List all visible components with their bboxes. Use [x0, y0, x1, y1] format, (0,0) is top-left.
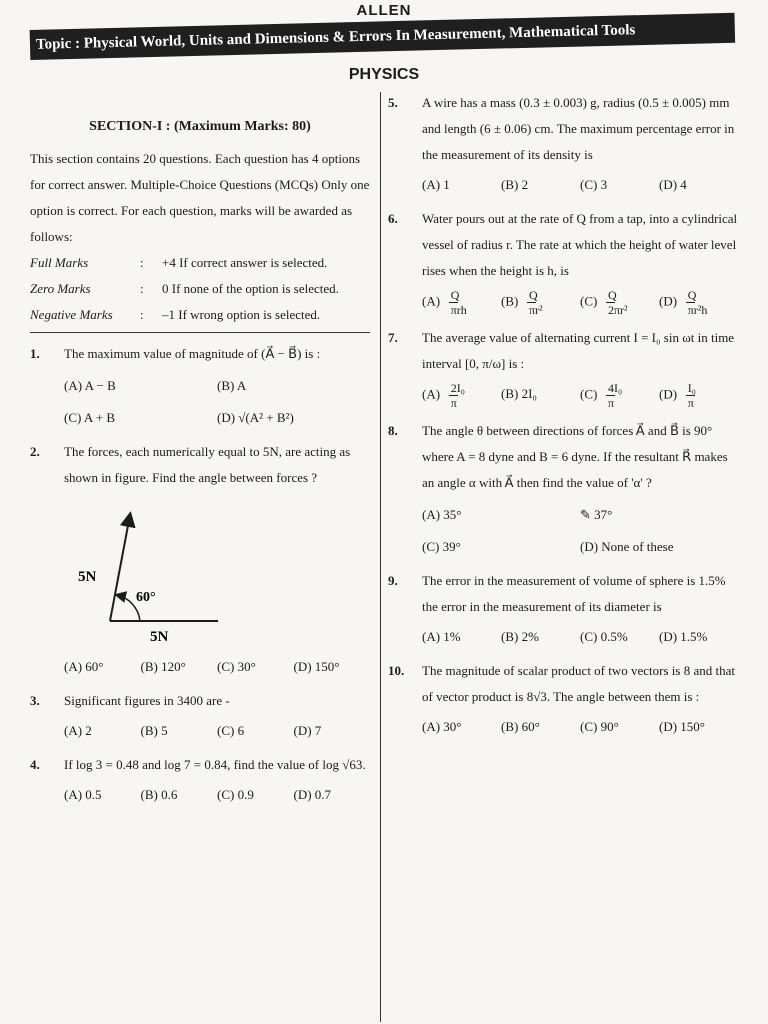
options-8: [422, 502, 738, 560]
denominator: π: [687, 396, 694, 410]
option-a[interactable]: [422, 381, 501, 410]
option-a[interactable]: (A) 0.5: [64, 787, 102, 802]
option-b[interactable]: (B) 120°: [140, 659, 186, 674]
subject-title: PHYSICS: [348, 66, 420, 83]
option-c[interactable]: (C) 6: [217, 723, 245, 738]
question-9: [388, 568, 738, 620]
option-label: (D): [659, 386, 678, 402]
denominator: πr²: [529, 303, 543, 317]
options-1: [64, 373, 370, 431]
question-number: 9.: [388, 573, 398, 588]
marks-label: Zero Marks: [30, 281, 91, 296]
marks-row-full: [30, 250, 370, 276]
question-number: 5.: [388, 95, 398, 110]
question-6: [388, 206, 738, 284]
options-7: [422, 381, 738, 410]
question-number: 4.: [30, 757, 40, 772]
question-text: The magnitude of scalar product of two vectors is 8 and that of vector product is 8√3. The angle between them is :: [422, 663, 735, 704]
question-text: The average value of alternating current I = I₀ sin ωt in time interval [0, π/ω] is :: [422, 330, 735, 371]
question-number: 7.: [388, 330, 398, 345]
option-a[interactable]: [422, 288, 501, 317]
denominator: π: [608, 396, 615, 410]
denominator: πrh: [450, 303, 467, 317]
column-divider: [380, 92, 381, 1022]
option-label: (A): [422, 386, 441, 402]
option-d[interactable]: (D) 4: [659, 177, 687, 192]
option-c[interactable]: (C) 3: [580, 177, 608, 192]
option-d[interactable]: (D) 150°: [293, 659, 340, 674]
question-7: [388, 325, 738, 377]
question-number: 3.: [30, 693, 40, 708]
question-text: A wire has a mass (0.3 ± 0.003) g, radius (0.5 ± 0.005) mm and length (6 ± 0.06) cm. The maximum percentage error in the measurement of its density is: [422, 95, 735, 162]
option-a[interactable]: (A) A − B: [64, 378, 116, 393]
option-a[interactable]: (A) 30°: [422, 719, 462, 734]
fraction: [680, 381, 700, 410]
topic-text: Topic : Physical World, Units and Dimensions & Errors In Measurement, Mathematical Tools: [35, 21, 636, 53]
numerator: Q: [608, 288, 617, 302]
option-d[interactable]: (D) √(A² + B²): [217, 410, 294, 425]
options-3: [64, 718, 370, 744]
numerator: 2I₀: [450, 381, 465, 395]
option-label: (C): [580, 293, 598, 309]
option-b[interactable]: [501, 288, 580, 317]
option-b[interactable]: (B) 60°: [501, 719, 540, 734]
option-c[interactable]: [580, 288, 659, 317]
left-column: [30, 110, 370, 808]
option-label: (D): [659, 293, 678, 309]
question-number: 2.: [30, 444, 40, 459]
numerator: I₀: [687, 381, 696, 395]
options-5: [422, 172, 738, 198]
question-number: 10.: [388, 663, 405, 678]
option-b[interactable]: [580, 502, 738, 528]
option-d[interactable]: (D) None of these: [580, 539, 674, 554]
question-2: [30, 439, 370, 491]
options-2: [64, 654, 370, 680]
marks-label: Full Marks: [30, 255, 89, 270]
option-b[interactable]: (B) A: [217, 378, 247, 393]
colon: :: [140, 255, 144, 270]
denominator: 2πr²: [608, 303, 628, 317]
option-c[interactable]: (C) 39°: [422, 539, 461, 554]
option-b[interactable]: (B) 2I₀: [501, 386, 537, 401]
section-divider: [30, 332, 370, 333]
option-c[interactable]: (C) A + B: [64, 410, 116, 425]
fraction: [443, 381, 463, 410]
marks-value: +4 If correct answer is selected.: [162, 255, 328, 270]
question-text: The error in the measurement of volume of sphere is 1.5% the error in the measurement of its diameter is: [422, 573, 726, 614]
colon: :: [140, 307, 144, 322]
option-label: (B): [501, 293, 519, 309]
question-4: [30, 752, 370, 778]
option-label: (A): [422, 293, 441, 309]
option-a[interactable]: (A) 1: [422, 177, 450, 192]
question-number: 8.: [388, 423, 398, 438]
question-text: Water pours out at the rate of Q from a tap, into a cylindrical vessel of radius r. The rate at which the height of water level rises when the height is h, is: [422, 211, 738, 278]
question-number: 6.: [388, 211, 398, 226]
fraction: [522, 288, 542, 317]
question-text: Significant figures in 3400 are -: [64, 693, 230, 708]
marks-label: Negative Marks: [30, 307, 113, 322]
question-10: [388, 658, 738, 710]
question-text: If log 3 = 0.48 and log 7 = 0.84, find the value of log √63.: [64, 757, 366, 772]
option-c[interactable]: (C) 0.5%: [580, 629, 628, 644]
fraction: [601, 288, 628, 317]
option-d[interactable]: (D) 1.5%: [659, 629, 708, 644]
numerator: Q: [529, 288, 538, 302]
question-number: 1.: [30, 346, 40, 361]
section-title: SECTION-I : (Maximum Marks: 80): [89, 119, 311, 134]
option-d[interactable]: [659, 381, 738, 410]
option-d[interactable]: [659, 288, 738, 317]
option-a[interactable]: (A) 1%: [422, 629, 461, 644]
question-text: The angle θ between directions of forces A⃗ and B⃗ is 90° where A = 8 dyne and B = 6 dyne. If the resultant R⃗ makes an angle α with A⃗ then find the value of 'α' ?: [422, 423, 728, 490]
fraction: [601, 381, 621, 410]
options-6: [422, 288, 738, 317]
force-label-inclined: 5N: [78, 569, 97, 585]
topic-banner: [30, 13, 736, 60]
option-d[interactable]: (D) 7: [293, 723, 322, 738]
marks-row-negative: [30, 302, 370, 328]
question-text: The forces, each numerically equal to 5N, are acting as shown in figure. Find the angle between forces ?: [64, 444, 351, 485]
option-d[interactable]: (D) 150°: [659, 719, 705, 734]
marks-value: –1 If wrong option is selected.: [162, 307, 321, 322]
angle-label: 60°: [136, 590, 156, 605]
option-b[interactable]: (B) 2%: [501, 629, 539, 644]
force-diagram: [70, 501, 230, 641]
numerator: 4I₀: [608, 381, 623, 395]
options-9: [422, 624, 738, 650]
question-3: [30, 688, 370, 714]
option-c[interactable]: (C) 30°: [217, 659, 256, 674]
option-a[interactable]: (A) 2: [64, 723, 92, 738]
options-4: [64, 782, 370, 808]
question-8: [388, 418, 738, 496]
marks-value: 0 If none of the option is selected.: [162, 281, 339, 296]
option-c[interactable]: [580, 381, 659, 410]
question-1: [30, 341, 370, 367]
option-c[interactable]: (C) 0.9: [217, 787, 254, 802]
brand-logo: ALLEN: [356, 2, 412, 19]
option-b[interactable]: (B) 0.6: [140, 787, 178, 802]
force-vector-inclined: [110, 515, 130, 621]
colon: :: [140, 281, 144, 296]
fraction: [443, 288, 467, 317]
marks-row-zero: [30, 276, 370, 302]
question-text: The maximum value of magnitude of (A⃗ − B⃗) is :: [64, 346, 321, 361]
fraction: [680, 288, 708, 317]
numerator: Q: [450, 288, 460, 302]
option-b[interactable]: (B) 5: [140, 723, 168, 738]
denominator: πr²h: [687, 303, 708, 317]
numerator: Q: [687, 288, 697, 302]
option-label: (C): [580, 386, 598, 402]
option-text: 37°: [594, 507, 613, 522]
option-b[interactable]: (B) 2: [501, 177, 529, 192]
option-a[interactable]: (A) 35°: [422, 507, 462, 522]
section-instructions: This section contains 20 questions. Each question has 4 options for correct answer. Multiple-Choice Questions (MCQs) Only one option is correct. For each question, marks will be awarded as follows:: [30, 151, 370, 244]
option-a[interactable]: (A) 60°: [64, 659, 104, 674]
force-label-horizontal: 5N: [150, 629, 169, 641]
handwritten-mark-icon: ✎: [580, 507, 595, 522]
option-d[interactable]: (D) 0.7: [293, 787, 332, 802]
question-5: [388, 90, 738, 168]
option-c[interactable]: (C) 90°: [580, 719, 619, 734]
right-column: [388, 82, 738, 740]
denominator: π: [450, 396, 457, 410]
options-10: [422, 714, 738, 740]
